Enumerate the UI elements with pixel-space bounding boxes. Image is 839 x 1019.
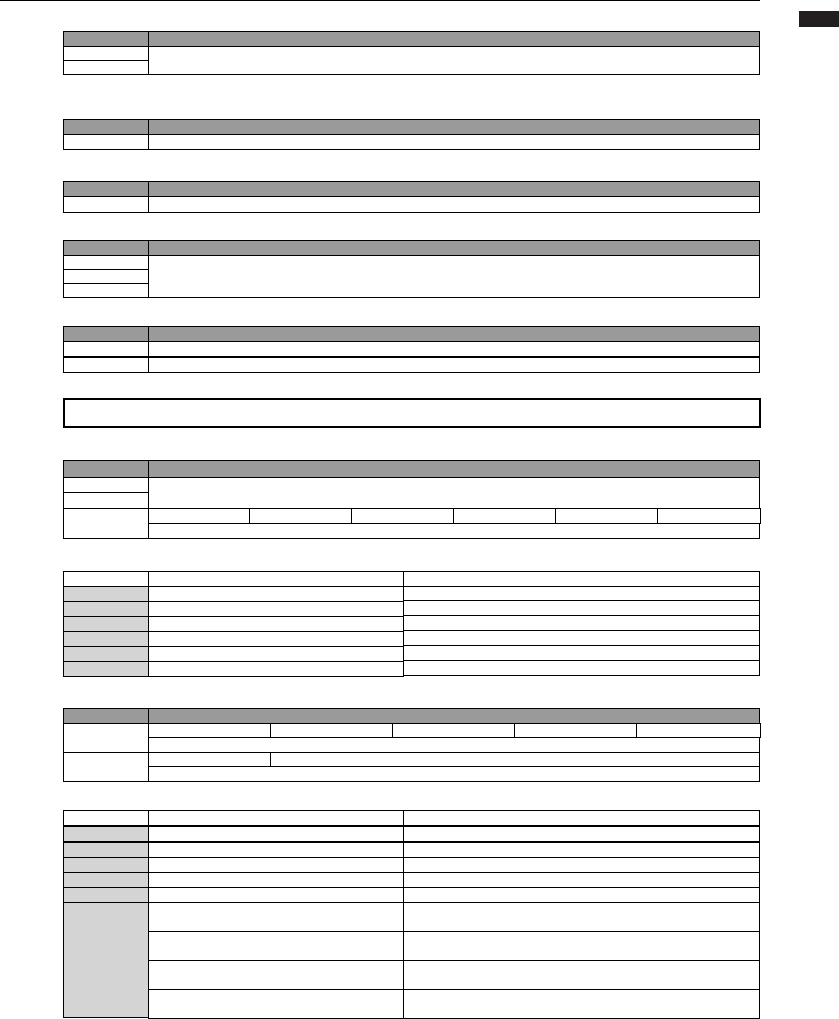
section-i-row-col3 [403, 842, 760, 858]
section-d-header-value [148, 240, 760, 256]
section-h-subcell [392, 723, 515, 738]
section-f-subcell [555, 508, 658, 524]
section-h-header-label [63, 708, 149, 724]
section-g-row-col2 [148, 616, 404, 632]
section-g-row-label [63, 571, 149, 587]
section-g-row-col3 [403, 600, 760, 616]
section-f-row-value [148, 477, 760, 509]
section-e-row-value [148, 357, 760, 373]
section-a-row-value [148, 46, 760, 75]
section-e-row-label [63, 357, 149, 373]
section-i-row-label [63, 872, 149, 888]
section-h-subcell [270, 752, 760, 767]
section-d-row-label [63, 255, 149, 270]
top-rule [0, 0, 760, 1]
section-f-subcell [657, 508, 761, 524]
section-c-header-value [148, 181, 760, 197]
section-i-row-col2 [148, 989, 404, 1019]
section-a-header-value [148, 31, 760, 47]
section-g-row-col3 [403, 571, 760, 587]
section-h-row-value [148, 737, 760, 753]
section-h-row-value [148, 766, 760, 782]
section-i-row-label [63, 842, 149, 858]
section-i-row-col3 [403, 826, 760, 842]
section-i-row-label [63, 857, 149, 873]
section-g-row-label [63, 616, 149, 632]
section-f-subcell [351, 508, 454, 524]
section-i-row-col3 [403, 931, 760, 961]
section-h-row-label [63, 723, 149, 753]
section-i-row-col3 [403, 960, 760, 990]
section-g-row-col2 [148, 631, 404, 647]
note-box [63, 398, 761, 428]
section-i-row-col2 [148, 826, 404, 842]
section-i-row-col2 [148, 872, 404, 888]
section-f-header-label [63, 460, 149, 478]
section-d-header-label [63, 240, 149, 256]
section-g-row-col2 [148, 646, 404, 662]
section-g-row-col2 [148, 661, 404, 677]
section-h-subcell [514, 723, 637, 738]
section-g-row-col2 [148, 601, 404, 617]
section-c-row-label [63, 196, 149, 213]
section-b-header-value [148, 119, 760, 135]
section-f-subcell [453, 508, 556, 524]
section-i-row-col3 [403, 902, 760, 932]
section-g-row-col2 [148, 586, 404, 602]
section-i-row-col3 [403, 989, 760, 1019]
section-e-header-label [63, 326, 149, 342]
section-b-row-label [63, 134, 149, 150]
section-e-header-value [148, 326, 760, 342]
section-d-row-value [148, 255, 760, 298]
section-i-row-col3 [403, 887, 760, 903]
section-d-row-label [63, 269, 149, 284]
section-e-row-label [63, 341, 149, 357]
section-i-row-label [63, 902, 149, 1018]
section-g-row-label [63, 631, 149, 647]
section-g-row-col3 [403, 660, 760, 676]
section-i-row-label [63, 810, 149, 826]
section-g-row-label [63, 646, 149, 662]
section-i-row-col3 [403, 810, 760, 826]
section-a-row-label [63, 60, 149, 75]
section-f-row-value [148, 523, 760, 539]
section-i-row-col2 [148, 960, 404, 990]
section-i-row-col3 [403, 872, 760, 888]
section-a-row-label [63, 46, 149, 61]
section-f-row-label [63, 477, 149, 493]
section-g-row-label [63, 586, 149, 602]
section-i-row-label [63, 826, 149, 842]
section-a-header-label [63, 31, 149, 47]
section-g-row-col3 [403, 615, 760, 631]
section-f-row-label [63, 492, 149, 509]
section-g-row-col3 [403, 630, 760, 646]
section-g-row-label [63, 661, 149, 677]
section-g-row-col2 [148, 571, 404, 587]
chapter-tab [799, 11, 839, 27]
section-h-subcell [148, 723, 271, 738]
section-g-row-label [63, 601, 149, 617]
section-c-row-value [148, 196, 760, 213]
section-i-row-col3 [403, 857, 760, 873]
section-f-row-label [63, 508, 149, 539]
section-b-row-value [148, 134, 760, 150]
section-d-row-label [63, 283, 149, 298]
section-i-row-col2 [148, 902, 404, 932]
section-c-header-label [63, 181, 149, 197]
section-f-header-value [148, 460, 760, 478]
section-h-subcell [270, 723, 393, 738]
section-h-subcell [148, 752, 271, 767]
section-i-row-col2 [148, 887, 404, 903]
section-i-row-col2 [148, 931, 404, 961]
section-h-subcell [636, 723, 761, 738]
section-b-header-label [63, 119, 149, 135]
section-i-row-label [63, 887, 149, 903]
section-f-subcell [249, 508, 352, 524]
section-i-row-col2 [148, 810, 404, 826]
section-i-row-col2 [148, 857, 404, 873]
section-f-subcell [148, 508, 250, 524]
section-i-row-col2 [148, 842, 404, 858]
section-g-row-col3 [403, 645, 760, 661]
section-h-row-label [63, 752, 149, 782]
section-e-row-value [148, 341, 760, 357]
section-h-header-value [148, 708, 760, 724]
